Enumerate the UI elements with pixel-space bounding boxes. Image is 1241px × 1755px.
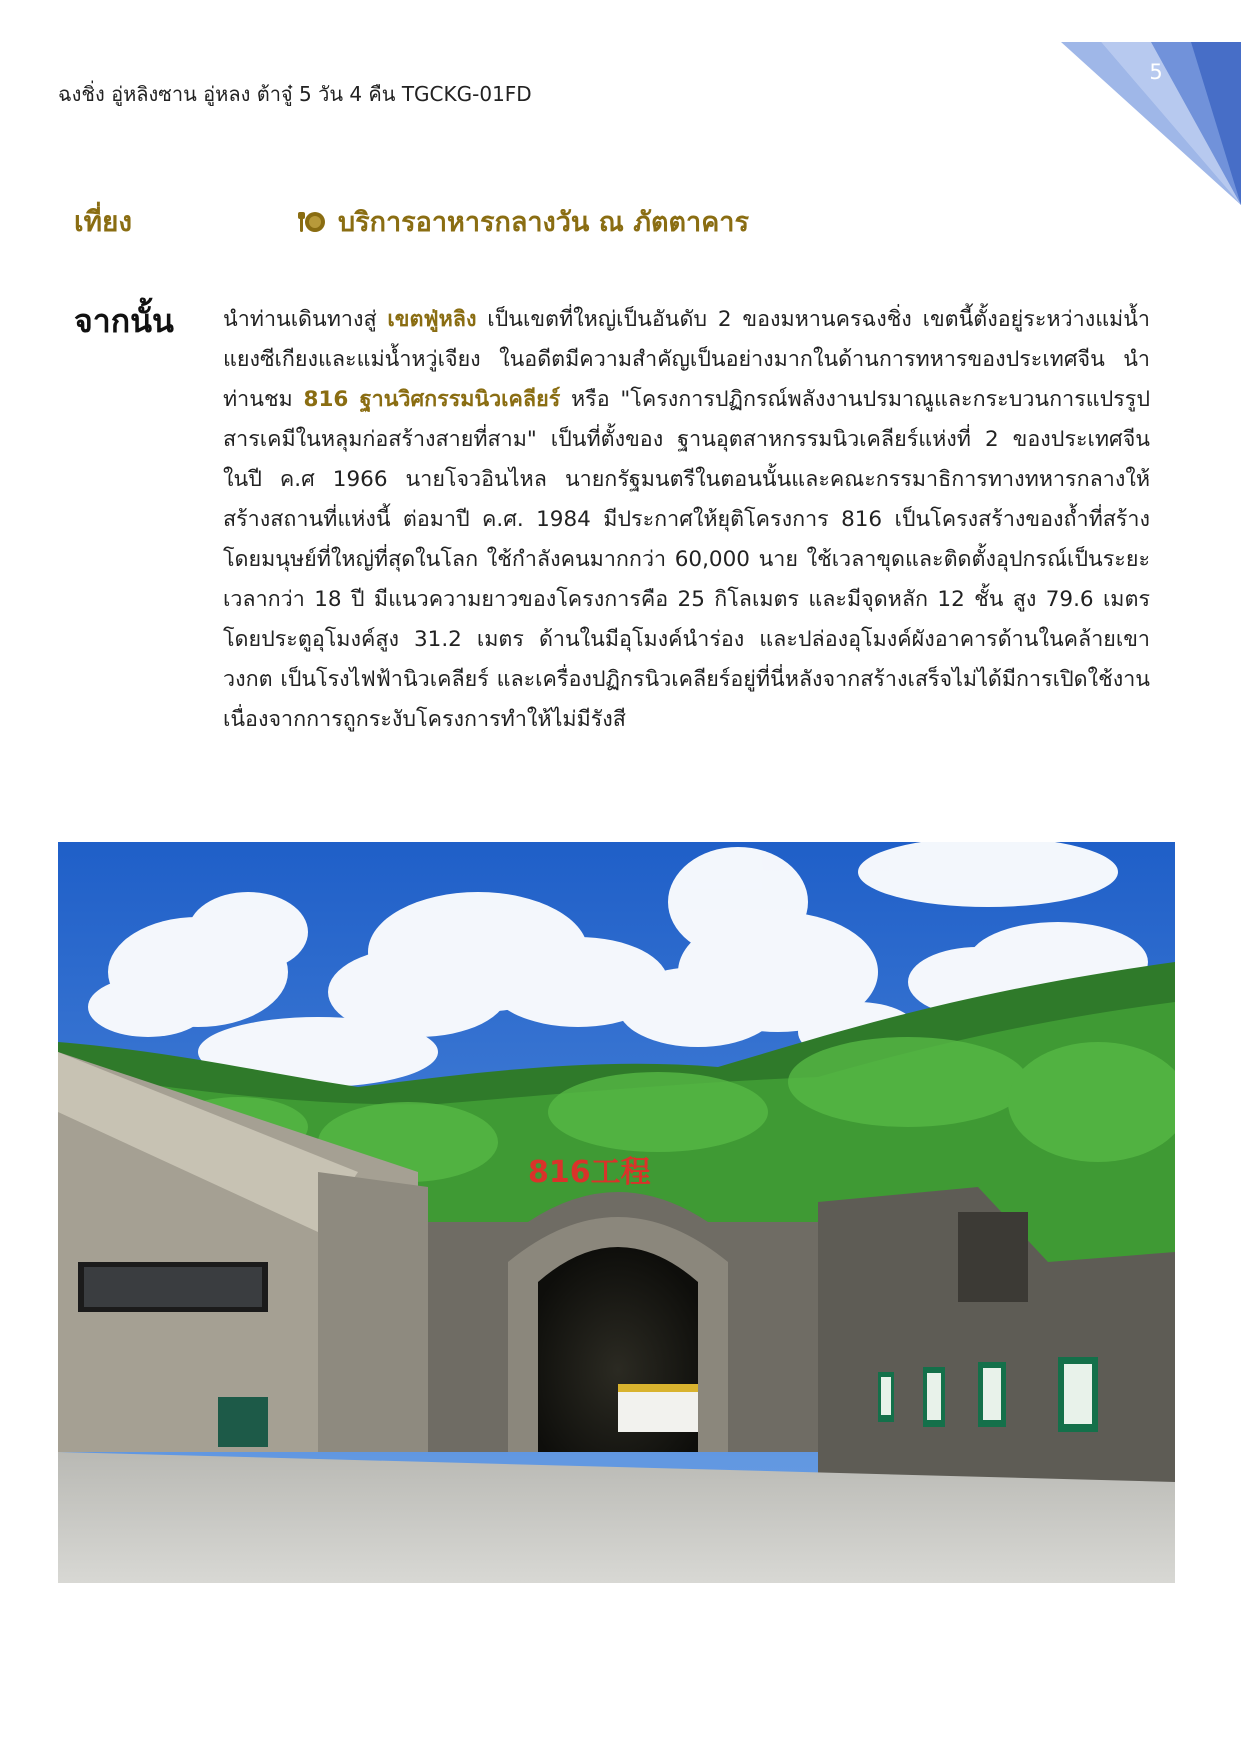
afterwards-paragraph	[223, 300, 1150, 740]
paragraph-text-2: เป็นเขตที่ใหญ่เป็นอันดับ 2 ของมหานครฉงชิ่ง เขตนี้ตั้งอยู่ระหว่างแม่น้ำแยงซีเกียงและแม่น้ำหวู่เจียง ในอดีตมีความสำคัญเป็นอย่างมากในด้านการทหารของประเทศจีน นำท่านชม	[223, 307, 1150, 412]
tunnel-sign: 816工程	[528, 1155, 651, 1190]
afterwards-label: จากนั้น	[74, 302, 174, 340]
document-header-title: ฉงชิ่ง อู่หลิงซาน อู่หลง ต้าจู๋ 5 วัน 4 คืน TGCKG-01FD	[58, 82, 532, 106]
lunch-text: บริการอาหารกลางวัน ณ ภัตตาคาร	[338, 207, 749, 238]
highlight-fuling: เขตฟู่หลิง	[387, 307, 477, 332]
tunnel-photo	[58, 842, 1175, 1583]
paragraph-text-1: นำท่านเดินทางสู่	[223, 307, 388, 332]
lunch-line	[298, 200, 749, 243]
highlight-816-base: 816 ฐานวิศกรรมนิวเคลียร์	[303, 387, 561, 412]
paragraph-text-3: หรือ "โครงการปฏิกรณ์พลังงานปรมาณูและกระบวนการแปรรูปสารเคมีในหลุมก่อสร้างสายที่สาม" เป็นที่ตั้งของ ฐานอุตสาหกรรมนิวเคลียร์แห่งที่ 2 ของประเทศจีน ในปี ค.ศ 1966 นายโจวอินไหล นายกรัฐมนตรีในตอนนั้นและคณะกรรมาธิการทางทหารกลางให้สร้างสถานที่แห่งนี้ ต่อมาปี ค.ศ. 1984 มีประกาศให้ยุติโครงการ 816 เป็นโครงสร้างของถ้ำที่สร้างโดยมนุษย์ที่ใหญ่ที่สุดในโลก ใช้กำลังคนมากกว่า 60,000 นาย ใช้เวลาขุดและติดตั้งอุปกรณ์เป็นระยะเวลากว่า 18 ปี มีแนวความยาวของโครงการคือ 25 กิโลเมตร และมีจุดหลัก 12 ชั้น สูง 79.6 เมตร โดยประตูอุโมงค์สูง 31.2 เมตร ด้านในมีอุโมงค์นำร่อง และปล่องอุโมงค์ผังอาคารด้านในคล้ายเขาวงกต เป็นโรงไฟฟ้านิวเคลียร์ และเครื่องปฏิกรนิวเคลียร์อยู่ที่นี่หลังจากสร้างเสร็จไม่ได้มีการเปิดใช้งานเนื่องจากการถูกระงับโครงการทำให้ไม่มีรังสี	[223, 387, 1151, 732]
corner-decoration	[901, 0, 1241, 220]
page-number: 5	[1149, 60, 1163, 84]
restaurant-icon	[298, 207, 328, 237]
lunch-label: เที่ยง	[74, 205, 133, 238]
